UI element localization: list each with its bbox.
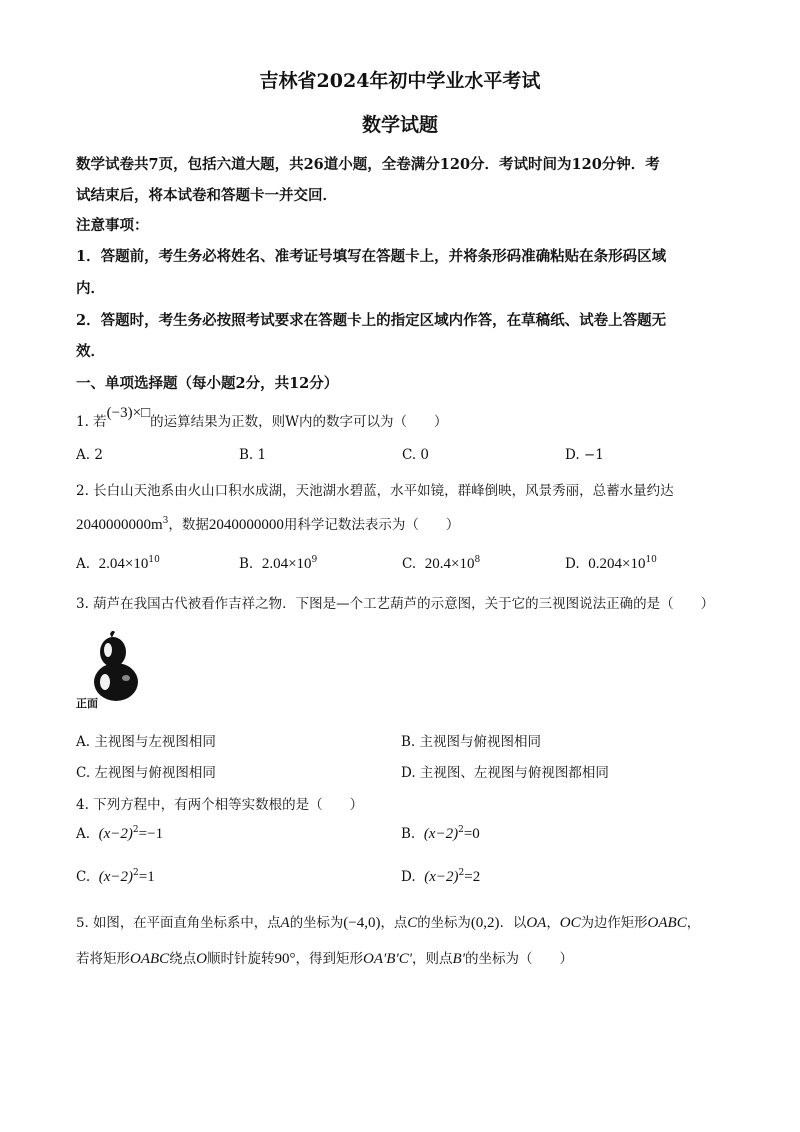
figure-label-front: 正面 <box>76 697 98 710</box>
q2-volume-exp: 3 <box>162 516 169 526</box>
note-1-line-1: 1．答题前，考生务必将姓名、准考证号填写在答题卡上，并将条形码准确粘贴在条形码区域 <box>76 248 667 265</box>
page-subtitle: 数学试题 <box>361 114 438 136</box>
q2-mid: ，数据 <box>168 517 209 533</box>
question-3: 3. 葫芦在我国古代被看作吉祥之物．下图是—个工艺葫芦的示意图，关于它的三视图说法正确的是（ ） <box>76 596 715 612</box>
q3-option-c: C. 左视图与俯视图相同 <box>76 765 216 781</box>
q1-option-b: B. 1 <box>239 447 267 463</box>
question-5-line-1: 5. 如图，在平面直角坐标系中，点A的坐标为(−4,0)，点C的坐标为(0,2)．以OA，OC为边作矩形OABC， <box>76 915 701 931</box>
notice-title: 注意事项： <box>76 217 149 234</box>
section-1-title: 一、单项选择题（每小题2分，共12分） <box>76 375 339 392</box>
q2-suffix: 用科学记数法表示为（ ） <box>283 517 460 533</box>
note-2-line-2: 效． <box>76 343 105 360</box>
intro-line-2: 试结束后，将本试卷和答题卡一并交回． <box>76 187 337 204</box>
q1-suffix: 的运算结果为正数，则W内的数字可以为（ ） <box>150 414 448 430</box>
q4-option-d: D. $(x-2)^2=2$ <box>401 868 481 885</box>
page-title: 吉林省2024年初中学业水平考试 <box>259 70 541 92</box>
question-2-line-1: 2. 长白山天池系由火山口积水成湖，天池湖水碧蓝，水平如镜，群峰倒映，风景秀丽，总蓄水量约达 <box>76 483 674 499</box>
q1-option-d: D. −1 <box>565 447 604 463</box>
q3-option-b: B. 主视图与俯视图相同 <box>401 734 542 750</box>
q4-option-a: A. $(x-2)^2=-1$ <box>76 825 164 842</box>
q2-option-b: B. $2.04\times 10^9$ <box>239 555 318 572</box>
q1-expression: (−3)×□ <box>106 405 151 421</box>
question-2-line-2 <box>76 513 459 534</box>
q4-option-c: C. $(x-2)^2=1$ <box>76 868 155 885</box>
q2-option-c: C. $20.4\times 10^8$ <box>402 555 481 572</box>
note-1-line-2: 内． <box>76 280 105 297</box>
intro-line-1: 数学试卷共7页，包括六道大题，共26道小题，全卷满分120分．考试时间为120分钟．考 <box>76 156 660 173</box>
q2-option-d: D. $0.204\times 10^{10}$ <box>565 555 657 572</box>
q1-option-c: C. 0 <box>402 447 430 463</box>
q2-option-a: A. $2.04\times 10^{10}$ <box>76 555 160 572</box>
q4-option-b: B. $(x-2)^2=0$ <box>401 825 480 842</box>
question-1 <box>76 405 448 431</box>
q3-option-d: D. 主视图、左视图与俯视图都相同 <box>401 765 609 781</box>
q1-prefix: 1. 若 <box>76 414 107 430</box>
note-2-line-1: 2．答题时，考生务必按照考试要求在答题卡上的指定区域内作答，在草稿纸、试卷上答题无 <box>76 312 667 329</box>
q1-option-a: A. 2 <box>76 447 103 463</box>
q3-option-a: A. 主视图与左视图相同 <box>76 734 216 750</box>
q2-volume: 2040000000m <box>76 517 163 533</box>
question-5-line-2: 若将矩形OABC绕点O顺时针旋转90°，得到矩形OA′B′C′，则点B′的坐标为（ ） <box>76 951 573 967</box>
q2-number: 2040000000 <box>208 517 284 533</box>
question-4: 4. 下列方程中，有两个相等实数根的是（ ） <box>76 797 364 813</box>
